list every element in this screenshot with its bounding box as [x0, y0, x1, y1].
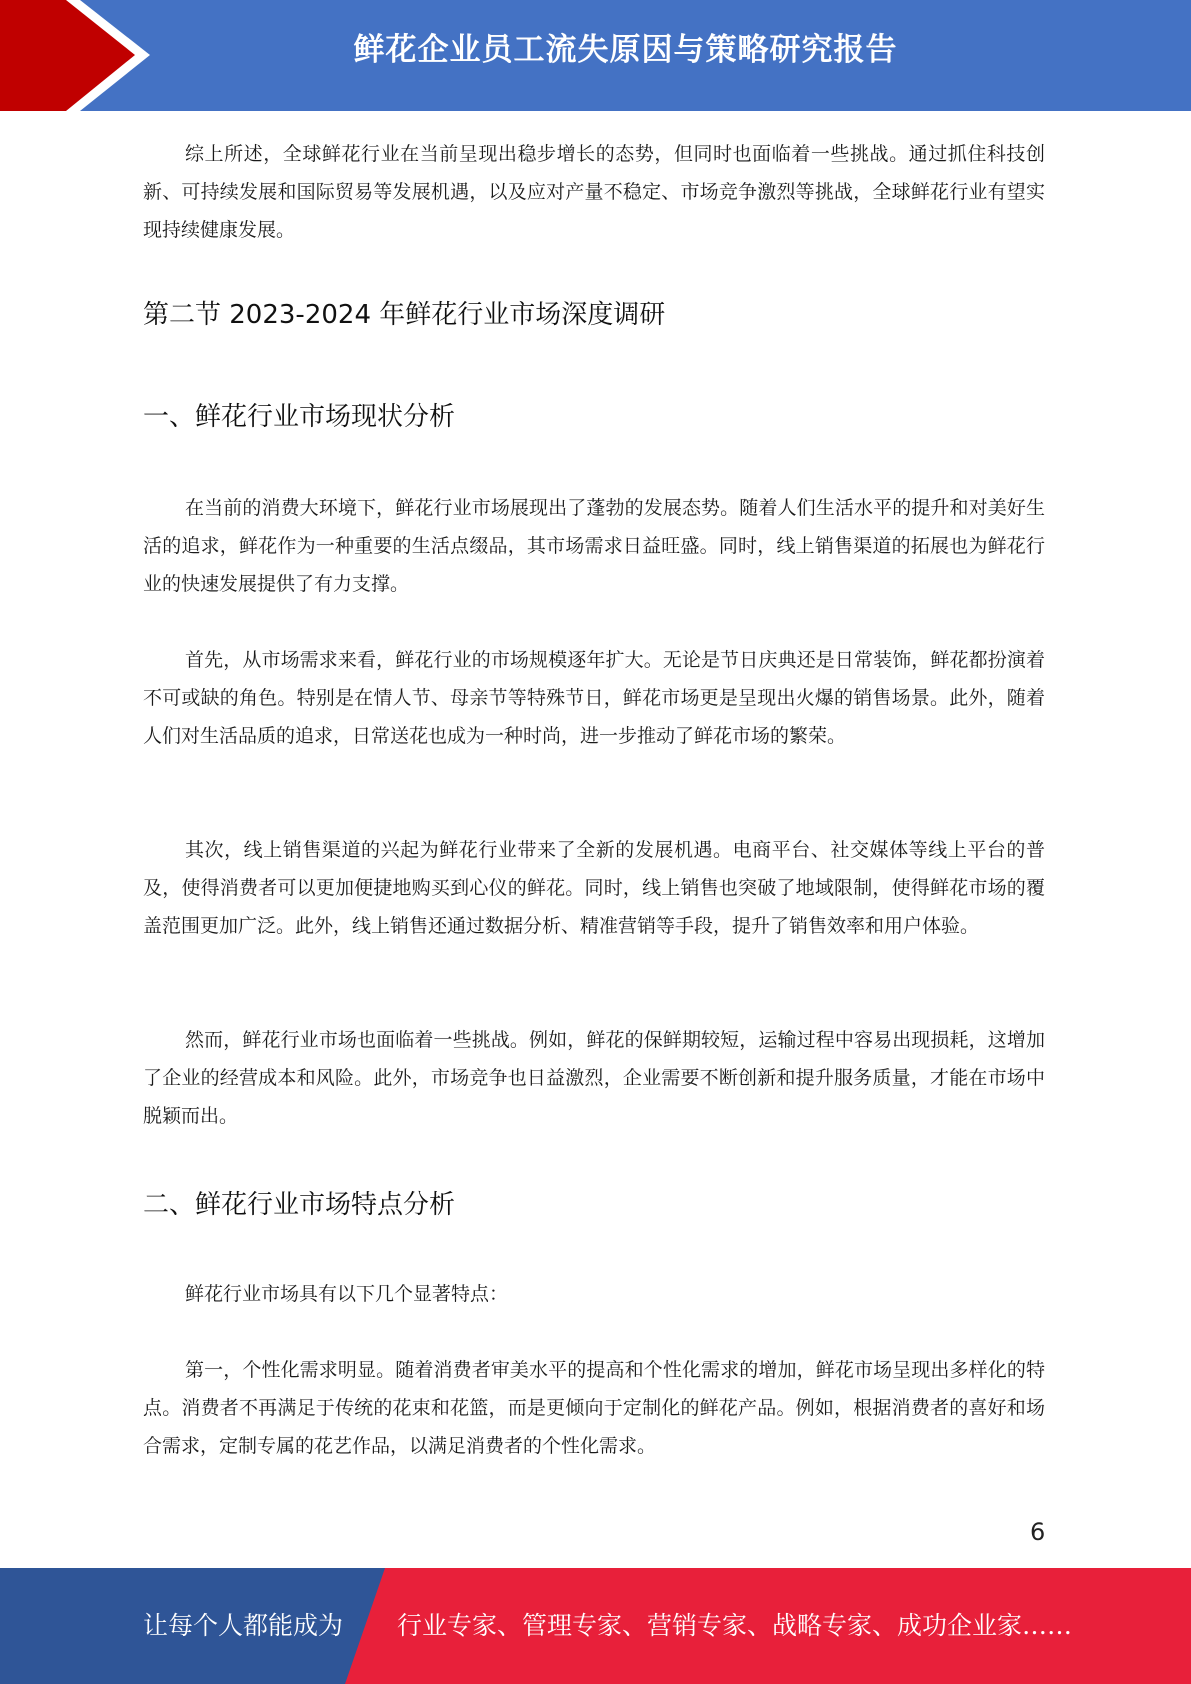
paragraph: 然而，鲜花行业市场也面临着一些挑战。例如，鲜花的保鲜期较短，运输过程中容易出现损耗，这增加了企业的经营成本和风险。此外，市场竞争也日益激烈，企业需要不断创新和提升服务质量，才能在市场中脱颖而出。	[143, 1029, 1045, 1127]
paragraph: 其次，线上销售渠道的兴起为鲜花行业带来了全新的发展机遇。电商平台、社交媒体等线上平台的普及，使得消费者可以更加便捷地购买到心仪的鲜花。同时，线上销售也突破了地域限制，使得鲜花市场的覆盖范围更加广泛。此外，线上销售还通过数据分析、精准营销等手段，提升了销售效率和用户体验。	[143, 839, 1045, 937]
footer-slogan-left: 让每个人都能成为	[143, 1611, 344, 1640]
page-footer	[0, 1568, 1191, 1684]
page-header	[0, 0, 1191, 111]
footer-slogan-right: 行业专家、管理专家、营销专家、战略专家、成功企业家……	[397, 1611, 1073, 1640]
paragraph: 首先，从市场需求来看，鲜花行业的市场规模逐年扩大。无论是节日庆典还是日常装饰，鲜花都扮演着不可或缺的角色。特别是在情人节、母亲节等特殊节日，鲜花市场更是呈现出火爆的销售场景。此外，随着人们对生活品质的追求，日常送花也成为一种时尚，进一步推动了鲜花市场的繁荣。	[143, 649, 1045, 747]
paragraph: 第一，个性化需求明显。随着消费者审美水平的提高和个性化需求的增加，鲜花市场呈现出多样化的特点。消费者不再满足于传统的花束和花篮，而是更倾向于定制化的鲜花产品。例如，根据消费者的喜好和场合需求，定制专属的花艺作品，以满足消费者的个性化需求。	[143, 1359, 1045, 1457]
subsection-heading-1: 一、鲜花行业市场现状分析	[143, 402, 456, 432]
header-chevron-decoration	[0, 0, 160, 111]
paragraph: 鲜花行业市场具有以下几个显著特点：	[185, 1283, 509, 1305]
paragraph: 在当前的消费大环境下，鲜花行业市场展现出了蓬勃的发展态势。随着人们生活水平的提升和对美好生活的追求，鲜花作为一种重要的生活点缀品，其市场需求日益旺盛。同时，线上销售渠道的拓展也为鲜花行业的快速发展提供了有力支撑。	[143, 497, 1045, 595]
page-number: 6	[1030, 1518, 1046, 1546]
subsection-heading-2: 二、鲜花行业市场特点分析	[143, 1190, 456, 1220]
report-title: 鲜花企业员工流失原因与策略研究报告	[353, 32, 898, 68]
section-heading: 第二节 2023-2024 年鲜花行业市场深度调研	[143, 300, 666, 330]
intro-paragraph: 综上所述，全球鲜花行业在当前呈现出稳步增长的态势，但同时也面临着一些挑战。通过抓住科技创新、可持续发展和国际贸易等发展机遇，以及应对产量不稳定、市场竞争激烈等挑战，全球鲜花行业有望实现持续健康发展。	[143, 143, 1045, 241]
